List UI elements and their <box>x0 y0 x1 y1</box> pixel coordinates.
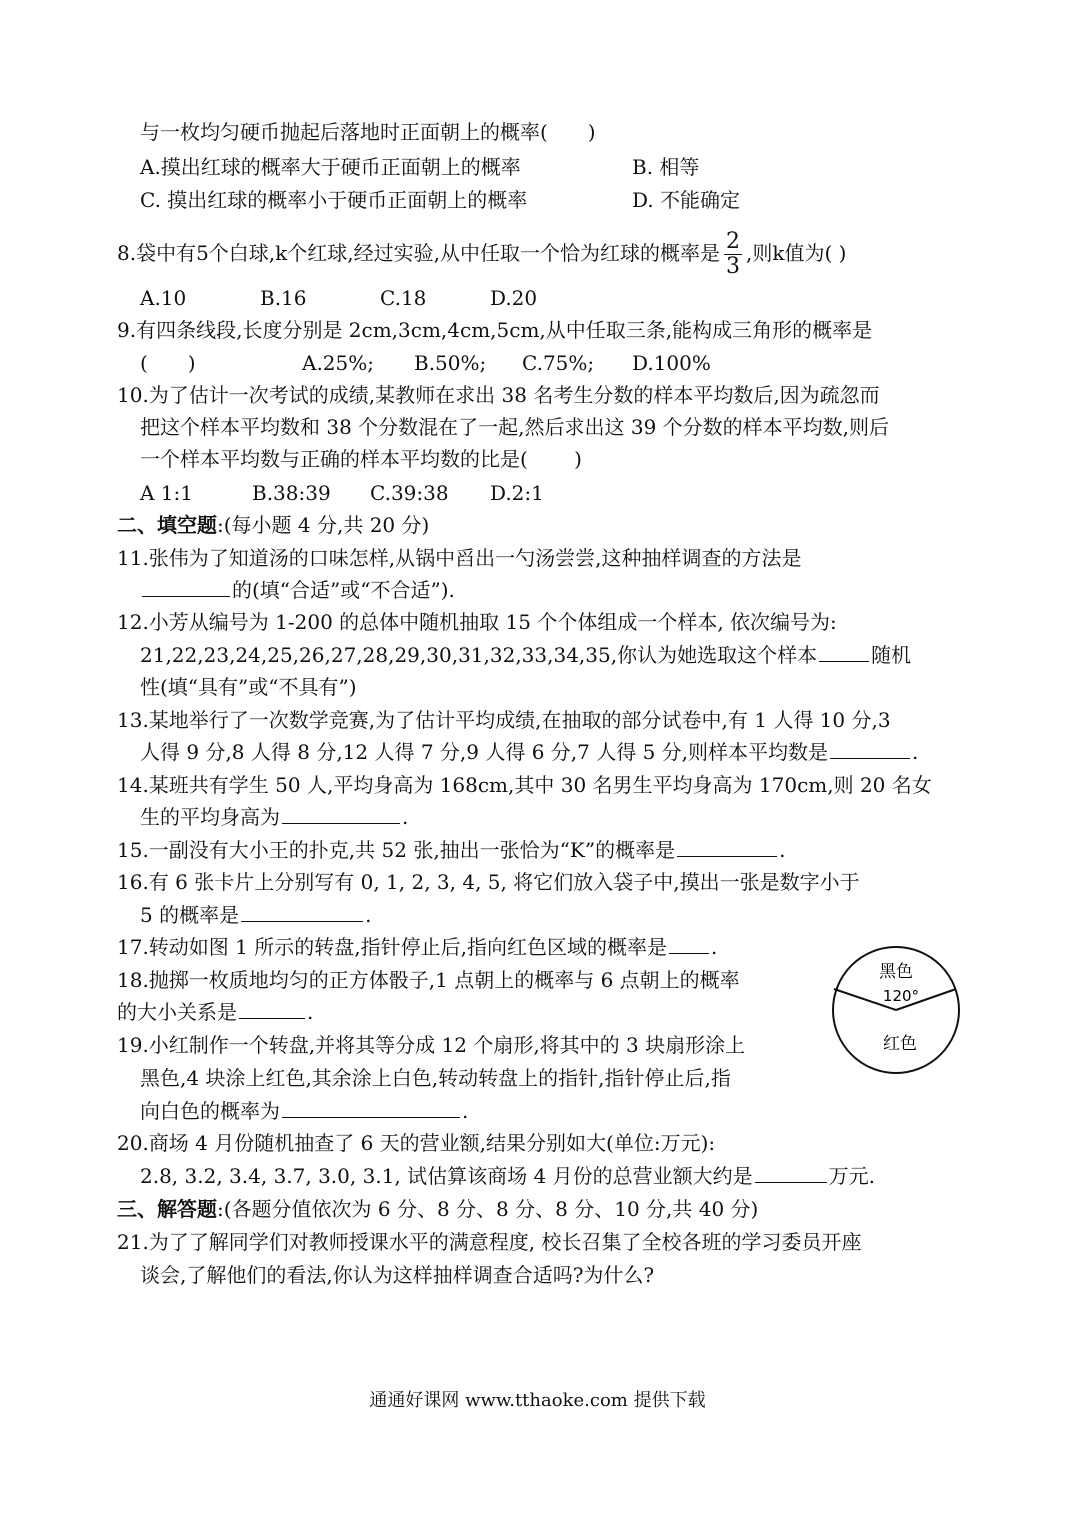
q13-line-1: 13.某地举行了一次数学竞赛,为了估计平均成绩,在抽取的部分试卷中,有 1 人得 10 分,3 <box>117 708 891 732</box>
q8-option-c: C.18 <box>380 286 427 310</box>
q9-paren: ( ) <box>140 351 196 375</box>
answer-blank[interactable] <box>819 641 869 662</box>
spinner-angle-label: 120° <box>882 987 920 1005</box>
answer-blank[interactable] <box>677 836 777 857</box>
section-2-heading: 二、填空题:(每小题 4 分,共 20 分) <box>117 513 430 537</box>
q18-line-2: 的大小关系是 . <box>117 1000 314 1024</box>
q10-option-a: A 1:1 <box>140 481 193 505</box>
q21-line-2: 谈会,了解他们的看法,你认为这样抽样调查合适吗?为什么? <box>140 1263 655 1287</box>
q11-line-2: 的(填“合适”或“不合适”). <box>140 575 455 605</box>
q10-option-c: C.39:38 <box>370 481 449 505</box>
q16-line-2: 5 的概率是 . <box>140 903 372 927</box>
q9-option-a: A.25%; <box>302 351 374 375</box>
spinner-black-label: 黑色 <box>879 962 913 982</box>
q8-stem: 8.袋中有5个白球,k个红球,经过实验,从中任取一个恰为红球的概率是 $\frac{2}{3}$ ,则k值为( ) <box>117 229 847 279</box>
q9-option-b: B.50%; <box>414 351 487 375</box>
q8-option-a: A.10 <box>140 286 187 310</box>
q12-line-2: 21,22,23,24,25,26,27,28,29,30,31,32,33,34,35,你认为她选取这个样本 随机 <box>140 643 912 667</box>
q19-line-3: 向白色的概率为 . <box>140 1099 469 1123</box>
q19-line-1: 19.小红制作一个转盘,并将其等分成 12 个扇形,将其中的 3 块扇形涂上 <box>117 1033 746 1057</box>
q10-line-2: 把这个样本平均数和 38 个分数混在了一起,然后求出这 39 个分数的样本平均数,则后 <box>140 415 890 439</box>
q21-line-1: 21.为了了解同学们对教师授课水平的满意程度, 校长召集了全校各班的学习委员开座 <box>117 1230 862 1254</box>
answer-blank[interactable] <box>755 1162 827 1183</box>
q7-option-b: B. 相等 <box>632 155 700 179</box>
q7-option-d: D. 不能确定 <box>632 188 741 212</box>
spinner-red-label: 红色 <box>883 1034 917 1054</box>
q16-line-1: 16.有 6 张卡片上分别写有 0, 1, 2, 3, 4, 5, 将它们放入袋子中,摸出一张是数字小于 <box>117 870 860 894</box>
q9-stem: 9.有四条线段,长度分别是 2cm,3cm,4cm,5cm,从中任取三条,能构成三角形的概率是 <box>117 318 873 342</box>
page-footer: 通通好课网 www.tthaoke.com 提供下载 <box>369 1390 706 1411</box>
q11-line-1: 11.张伟为了知道汤的口味怎样,从锅中舀出一勺汤尝尝,这种抽样调查的方法是 <box>117 546 802 570</box>
answer-blank[interactable] <box>830 738 910 759</box>
q10-option-b: B.38:39 <box>252 481 331 505</box>
section-3-heading: 三、解答题:(各题分值依次为 6 分、8 分、8 分、8 分、10 分,共 40 分) <box>117 1197 759 1221</box>
spinner-figure <box>828 945 968 1075</box>
answer-blank[interactable] <box>239 998 305 1019</box>
q14-line-2: 生的平均身高为 . <box>140 805 409 829</box>
q17: 17.转动如图 1 所示的转盘,指针停止后,指向红色区域的概率是 . <box>117 935 718 959</box>
q14-line-1: 14.某班共有学生 50 人,平均身高为 168cm,其中 30 名男生平均身高为 170cm,则 20 名女 <box>117 773 932 797</box>
q8-option-d: D.20 <box>490 286 538 310</box>
q13-line-2: 人得 9 分,8 人得 8 分,12 人得 7 分,9 人得 6 分,7 人得 5 分,则样本平均数是 . <box>140 740 919 764</box>
q15: 15.一副没有大小王的扑克,共 52 张,抽出一张恰为“K”的概率是 . <box>117 838 786 862</box>
q10-line-3: 一个样本平均数与正确的样本平均数的比是( ) <box>140 447 582 471</box>
q12-line-1: 12.小芳从编号为 1-200 的总体中随机抽取 15 个个体组成一个样本, 依次编号为: <box>117 610 837 634</box>
answer-blank[interactable] <box>142 576 230 597</box>
q7-option-c: C. 摸出红球的概率小于硬币正面朝上的概率 <box>140 188 528 212</box>
answer-blank[interactable] <box>241 901 363 922</box>
q12-line-3: 性(填“具有”或“不具有”) <box>140 675 357 699</box>
q18-line-1: 18.抛掷一枚质地均匀的正方体骰子,1 点朝上的概率与 6 点朝上的概率 <box>117 968 740 992</box>
q8-option-b: B.16 <box>260 286 307 310</box>
fraction-two-thirds: $\frac{2}{3}$ <box>726 229 740 279</box>
q9-option-d: D.100% <box>632 351 711 375</box>
q9-option-c: C.75%; <box>522 351 595 375</box>
q10-line-1: 10.为了估计一次考试的成绩,某教师在求出 38 名考生分数的样本平均数后,因为疏忽而 <box>117 383 880 407</box>
q20-line-1: 20.商场 4 月份随机抽查了 6 天的营业额,结果分别如大(单位:万元): <box>117 1131 716 1155</box>
q7-option-a: A.摸出红球的概率大于硬币正面朝上的概率 <box>140 155 521 179</box>
q7-continuation: 与一枚均匀硬币抛起后落地时正面朝上的概率( ) <box>140 120 596 144</box>
answer-blank[interactable] <box>669 933 709 954</box>
q19-line-2: 黑色,4 块涂上红色,其余涂上白色,转动转盘上的指针,指针停止后,指 <box>140 1066 731 1090</box>
answer-blank[interactable] <box>282 803 400 824</box>
answer-blank[interactable] <box>282 1097 460 1118</box>
q20-line-2: 2.8, 3.2, 3.4, 3.7, 3.0, 3.1, 试估算该商场 4 月份的总营业额大约是 万元. <box>140 1164 875 1188</box>
q10-option-d: D.2:1 <box>490 481 544 505</box>
